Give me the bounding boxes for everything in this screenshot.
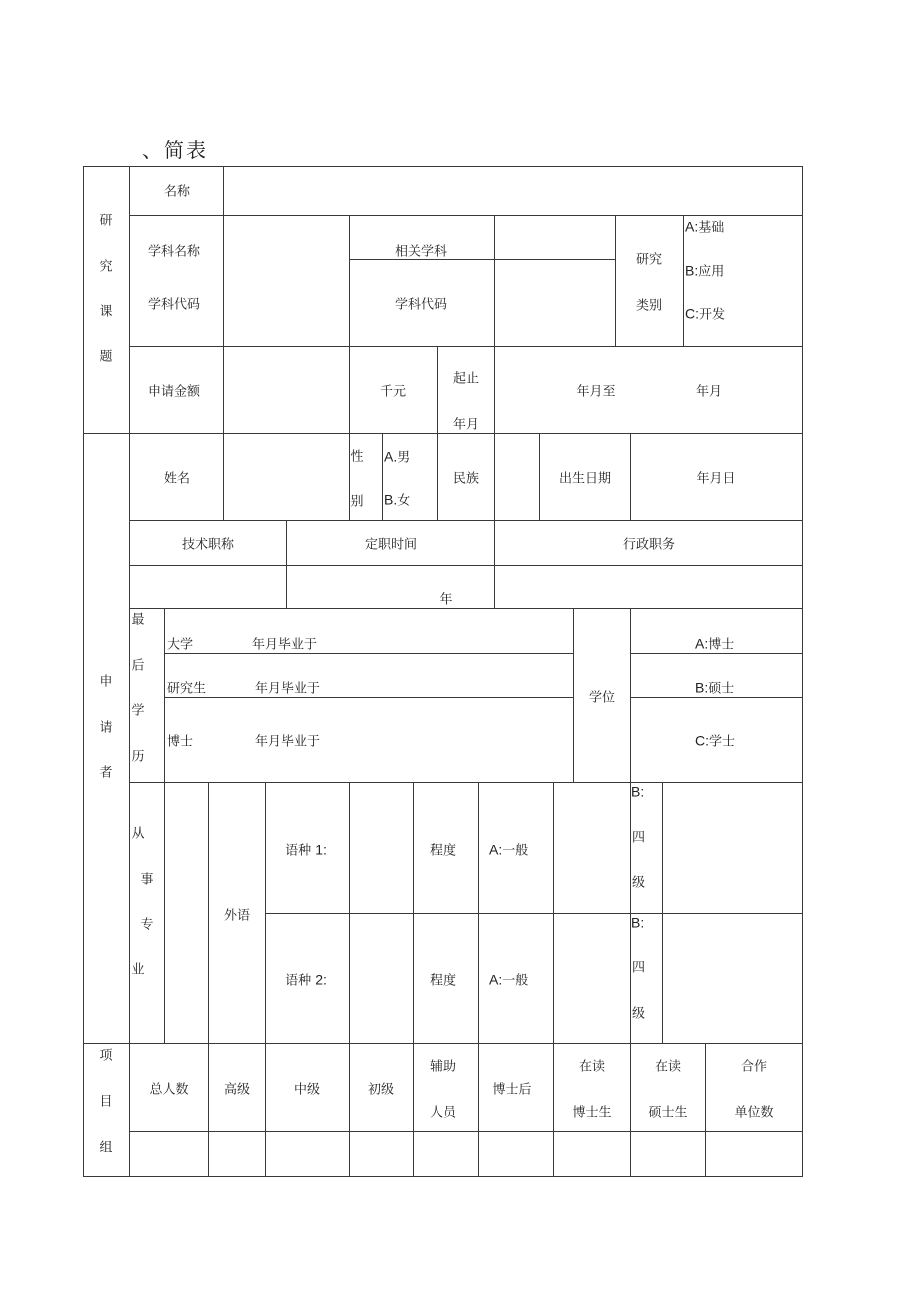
- birth-date-value: 年月日: [696, 471, 736, 487]
- team-column-header: 博士后: [492, 1082, 532, 1098]
- language-2-option-b-text: 级: [632, 1006, 646, 1022]
- team-column-header: 在读: [654, 1059, 682, 1075]
- team-column-header: 博士生: [572, 1105, 612, 1121]
- education-label: 后: [131, 658, 145, 674]
- topic-section-label: 研: [99, 213, 113, 229]
- team-section-label: 项: [99, 1048, 113, 1064]
- discipline-name-label: 学科名称: [147, 244, 201, 260]
- gender-label: 别: [350, 494, 364, 510]
- admin-position-label: 行政职务: [622, 537, 676, 553]
- applicant-section-label: 请: [99, 720, 113, 736]
- profession-label: 事: [140, 872, 154, 888]
- team-column-header: 初级: [367, 1082, 395, 1098]
- degree-label: 学位: [588, 690, 616, 706]
- team-column-header: 辅助: [429, 1059, 457, 1075]
- applicant-name-label: 姓名: [163, 471, 191, 487]
- team-column-header: 在读: [578, 1059, 606, 1075]
- language-2-option-b-code[interactable]: B:: [631, 914, 645, 931]
- research-type-label: 研究: [635, 252, 663, 268]
- education-label: 历: [131, 749, 145, 765]
- team-column-header: 硕士生: [648, 1105, 688, 1121]
- applicant-section-label: 者: [99, 765, 113, 781]
- team-column-header: 高级: [223, 1082, 251, 1098]
- language-2-option-b-text: 四: [632, 960, 646, 976]
- research-type-label: 类别: [635, 298, 663, 314]
- research-type-option[interactable]: B:应用: [685, 262, 725, 280]
- team-column-header: 中级: [293, 1082, 321, 1098]
- profession-label: 从: [131, 826, 145, 842]
- education-label: 最: [131, 612, 145, 628]
- topic-name-field[interactable]: [224, 167, 802, 215]
- title-time-label: 定职时间: [364, 537, 418, 553]
- language-1-level-label: 程度: [429, 843, 457, 859]
- language-1-option-b-text: 级: [632, 875, 646, 891]
- topic-name-label: 名称: [163, 184, 191, 200]
- education-graduated: 年月毕业于: [255, 734, 321, 750]
- research-type-option[interactable]: A:基础: [685, 218, 725, 236]
- education-graduated: 年月毕业于: [255, 681, 321, 697]
- education-row-label: 博士: [167, 734, 194, 750]
- foreign-language-label: 外语: [223, 908, 251, 924]
- language-1-option-b-text: 四: [632, 830, 646, 846]
- team-column-header: 总人数: [149, 1082, 189, 1098]
- period-label: 年月: [452, 417, 480, 433]
- research-type-option[interactable]: C:开发: [685, 305, 726, 323]
- technical-title-label: 技术职称: [181, 537, 235, 553]
- team-section-label: 目: [99, 1094, 113, 1110]
- team-column-header: 单位数: [734, 1105, 774, 1121]
- applicant-section-label: 申: [99, 674, 113, 690]
- education-label: 学: [131, 703, 145, 719]
- topic-section-label: 课: [99, 304, 113, 320]
- title-time-unit: 年: [439, 592, 453, 608]
- page-title: 、简表: [142, 138, 208, 162]
- period-label: 起止: [452, 371, 480, 387]
- education-row-label: 研究生: [167, 681, 207, 697]
- language-1-option-b-code[interactable]: B:: [631, 783, 645, 800]
- profession-label: 业: [131, 962, 145, 978]
- education-row-label: 大学: [167, 637, 194, 653]
- language-2-option-a[interactable]: A:一般: [489, 971, 529, 989]
- related-code-label: 学科代码: [394, 297, 448, 313]
- team-column-header: 人员: [429, 1105, 457, 1121]
- topic-section-label: 题: [99, 349, 113, 365]
- related-discipline-label: 相关学科: [394, 244, 448, 260]
- period-from: 年月至: [576, 384, 616, 400]
- gender-option[interactable]: B.女: [384, 491, 411, 509]
- degree-option[interactable]: A:博士: [695, 635, 735, 653]
- education-graduated: 年月毕业于: [252, 637, 318, 653]
- language-2-level-label: 程度: [429, 973, 457, 989]
- language-2-label: 语种 2:: [285, 971, 327, 989]
- language-1-label: 语种 1:: [285, 841, 327, 859]
- topic-section-label: 究: [99, 259, 113, 275]
- profession-label: 专: [140, 917, 154, 933]
- birth-date-label: 出生日期: [558, 471, 612, 487]
- language-1-option-a[interactable]: A:一般: [489, 841, 529, 859]
- ethnicity-label: 民族: [452, 471, 480, 487]
- degree-option[interactable]: B:硕士: [695, 679, 735, 697]
- amount-label: 申请金额: [147, 384, 201, 400]
- degree-option[interactable]: C:学士: [695, 732, 736, 750]
- amount-unit: 千元: [379, 384, 407, 400]
- team-column-header: 合作: [740, 1059, 768, 1075]
- gender-label: 性: [350, 449, 364, 465]
- discipline-code-label: 学科代码: [147, 297, 201, 313]
- team-section-label: 组: [99, 1140, 113, 1156]
- period-to: 年月: [695, 384, 723, 400]
- gender-option[interactable]: A.男: [384, 448, 411, 466]
